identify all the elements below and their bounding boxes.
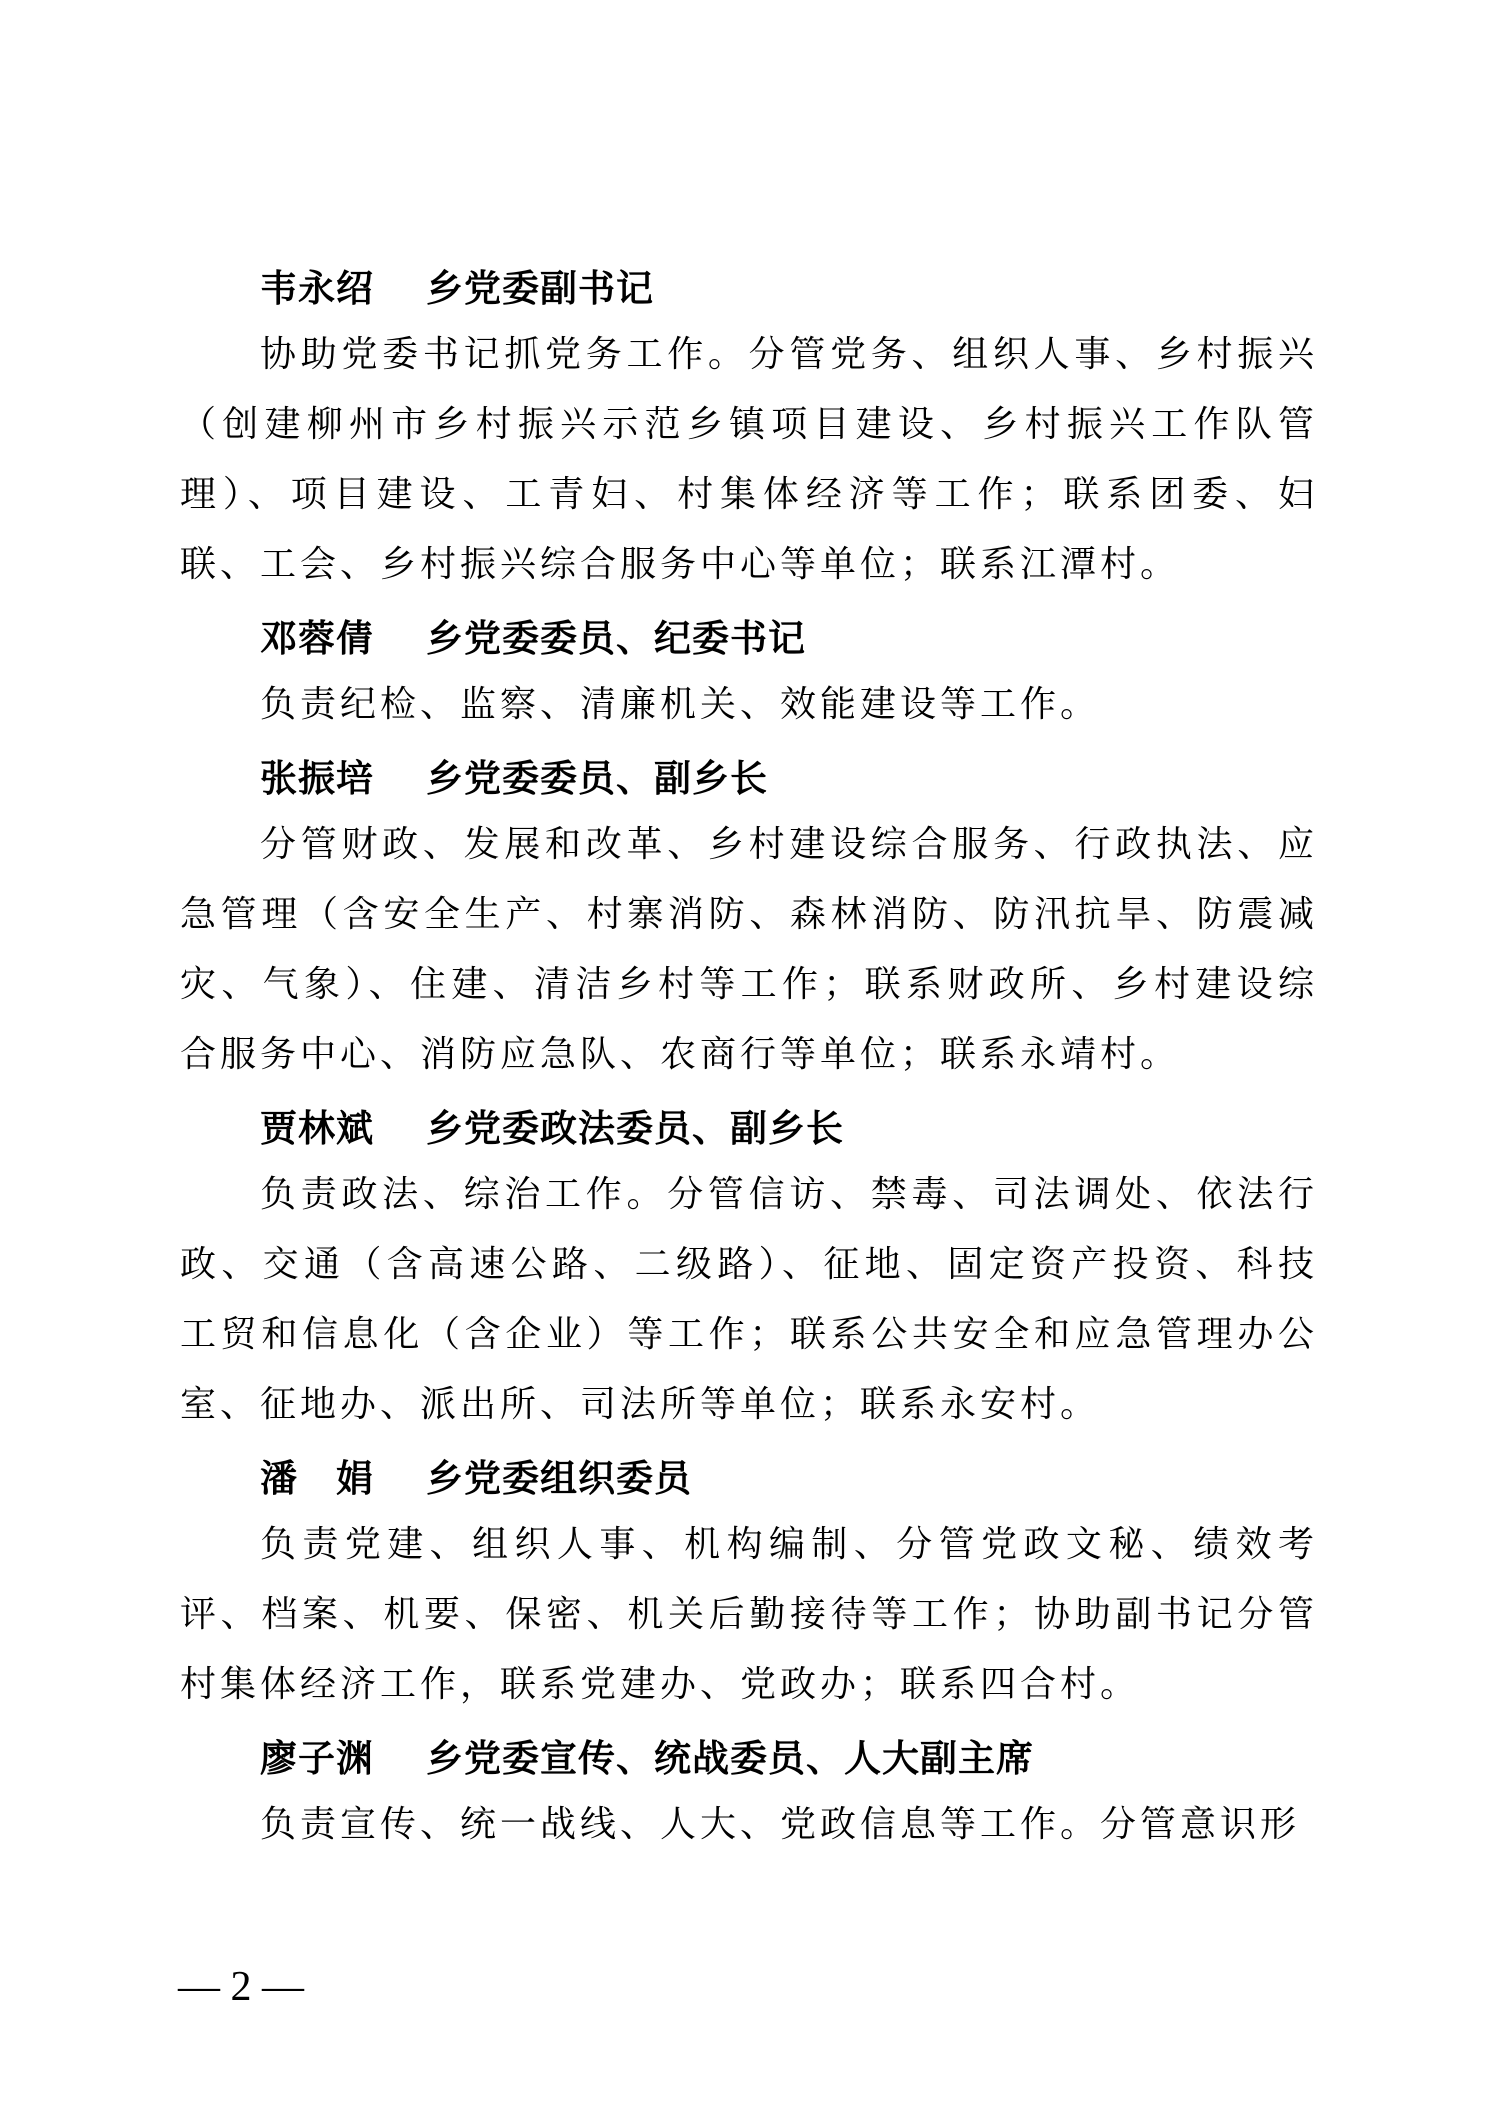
section-heading (260, 1457, 692, 1501)
position-title: 乡党委委员、副乡长 (426, 757, 768, 800)
position-title: 乡党委副书记 (426, 267, 654, 310)
duties-paragraph: 负责宣传、统一战线、人大、党政信息等工作。分管意识形 (260, 1804, 1301, 1845)
section-heading (260, 1737, 1034, 1781)
page-number: — 2 — (178, 1964, 304, 2010)
person-name: 贾林斌 (260, 1107, 374, 1150)
person-name: 邓蓉倩 (260, 617, 374, 660)
duties-paragraph: 负责政法、综治工作。分管信访、禁毒、司法调处、依法行政、交通（含高速公路、二级路）、征地、固定资产投资、科技工贸和信息化（含企业）等工作；联系公共安全和应急管理办公室、征地办、派出所、司法所等单位；联系永安村。 (180, 1174, 1318, 1425)
section-heading (260, 1107, 844, 1151)
person-name: 张振培 (260, 757, 374, 800)
duties-paragraph: 负责纪检、监察、清廉机关、效能建设等工作。 (260, 684, 1101, 725)
section-heading (260, 617, 806, 661)
position-title: 乡党委组织委员 (426, 1457, 692, 1500)
position-title: 乡党委宣传、统战委员、人大副主席 (426, 1737, 1034, 1780)
section-heading (260, 267, 654, 311)
person-name: 廖子渊 (260, 1737, 374, 1780)
person-name: 韦永绍 (260, 267, 374, 310)
section-heading (260, 757, 768, 801)
position-title: 乡党委委员、纪委书记 (426, 617, 806, 660)
person-name: 潘 娟 (260, 1457, 374, 1500)
duties-paragraph: 负责党建、组织人事、机构编制、分管党政文秘、绩效考评、档案、机要、保密、机关后勤接待等工作；协助副书记分管村集体经济工作，联系党建办、党政办；联系四合村。 (180, 1524, 1318, 1705)
position-title: 乡党委政法委员、副乡长 (426, 1107, 844, 1150)
duties-paragraph: 分管财政、发展和改革、乡村建设综合服务、行政执法、应急管理（含安全生产、村寨消防、森林消防、防汛抗旱、防震减灾、气象）、住建、清洁乡村等工作；联系财政所、乡村建设综合服务中心、消防应急队、农商行等单位；联系永靖村。 (180, 824, 1318, 1075)
duties-paragraph: 协助党委书记抓党务工作。分管党务、组织人事、乡村振兴（创建柳州市乡村振兴示范乡镇项目建设、乡村振兴工作队管理）、项目建设、工青妇、村集体经济等工作；联系团委、妇联、工会、乡村振兴综合服务中心等单位；联系江潭村。 (180, 334, 1318, 585)
